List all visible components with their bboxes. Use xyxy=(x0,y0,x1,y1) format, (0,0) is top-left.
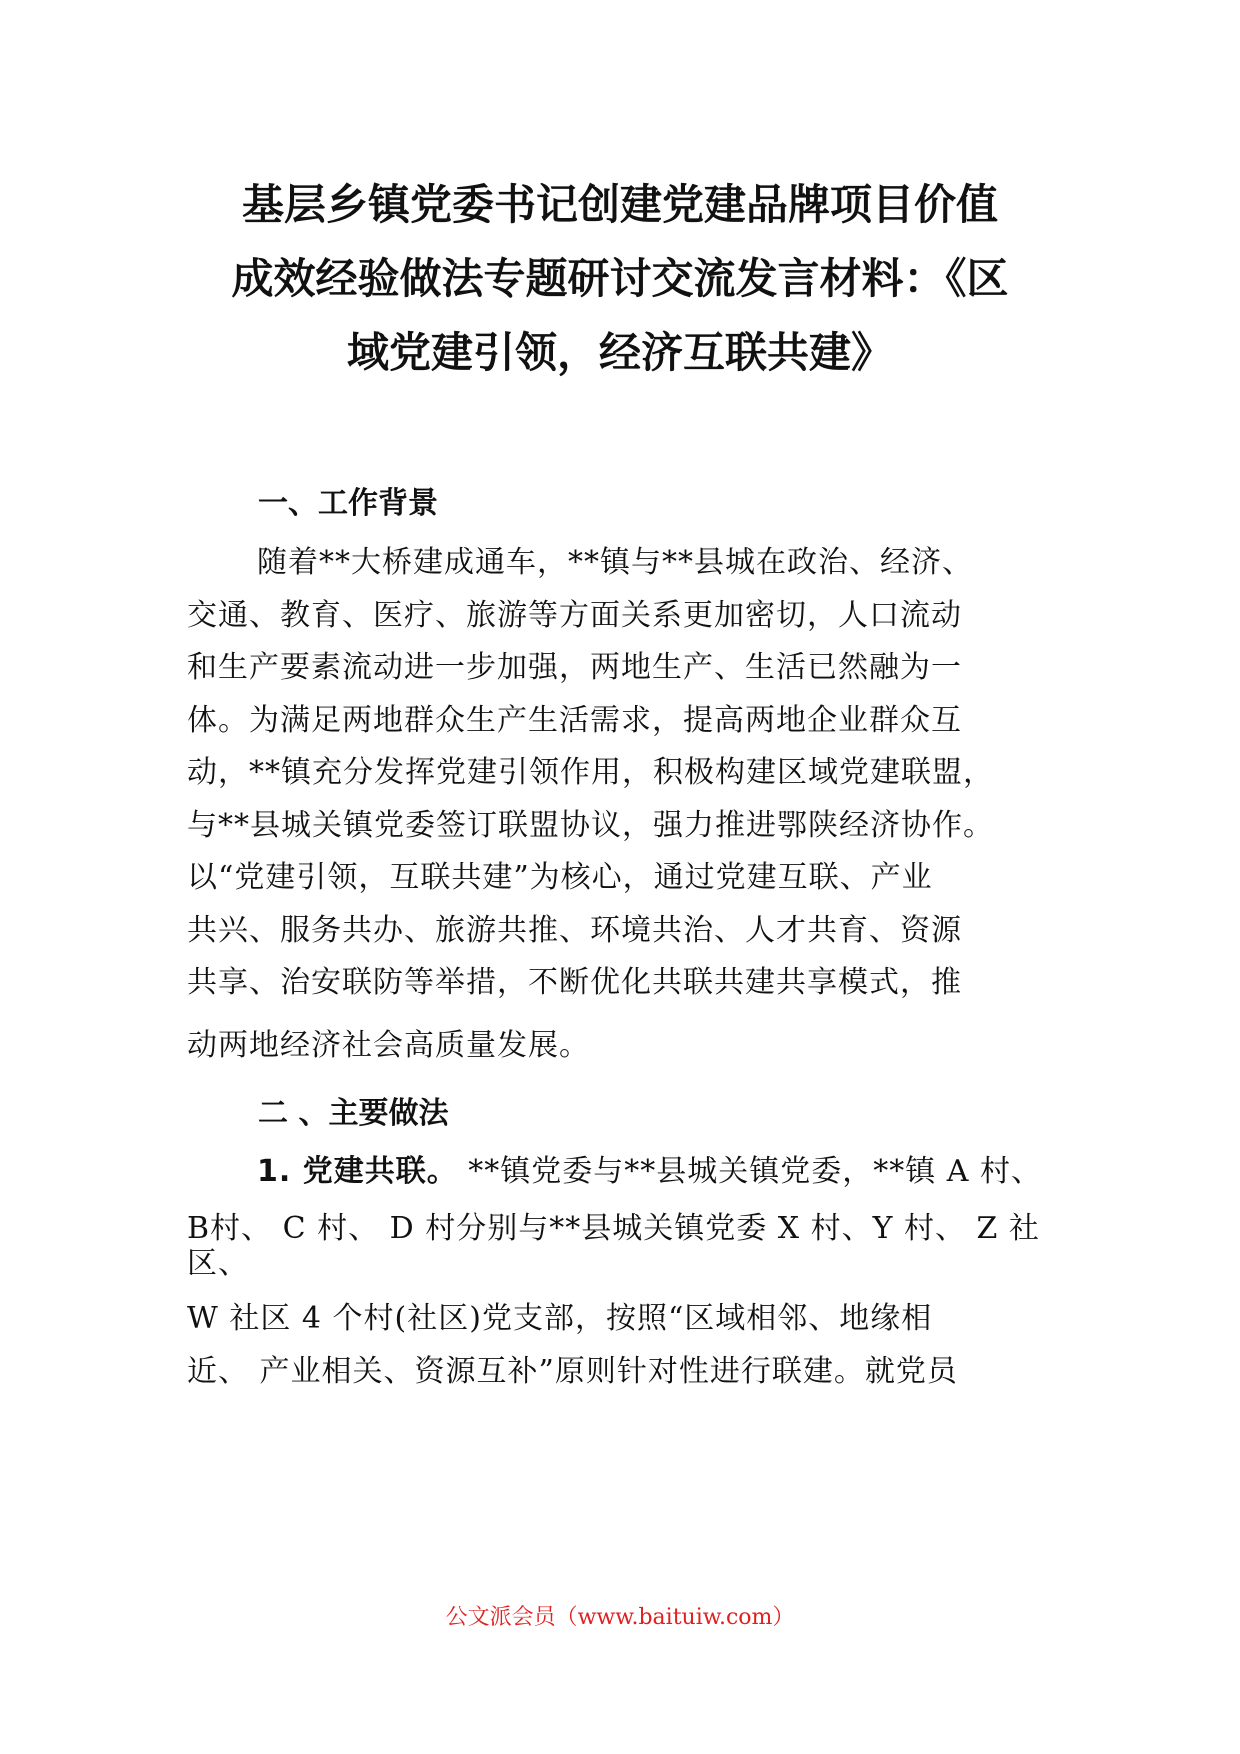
title-line: 域党建引领，经济互联共建》 xyxy=(346,328,893,377)
paragraph-line: W 社区 4 个村(社区)党支部，按照“区域相邻、地缘相 xyxy=(187,1301,933,1336)
section-body-methods xyxy=(187,1146,1067,1398)
paragraph-line: 共兴、服务共办、旅游共推、环境共治、人才共育、资源 xyxy=(187,912,962,948)
section-body-background xyxy=(187,537,1067,1072)
paragraph-line: 交通、教育、医疗、旅游等方面关系更加密切，人口流动 xyxy=(187,597,962,633)
document-title xyxy=(140,168,1100,390)
footer-watermark: 公文派会员（www.baituiw.com） xyxy=(445,1605,795,1630)
paragraph-line: 与**县城关镇党委签订联盟协议，强力推进鄂陕经济协作。 xyxy=(187,807,994,843)
title-line: 基层乡镇党委书记创建党建品牌项目价值 xyxy=(241,180,998,229)
item-label: 1. 党建共联。 xyxy=(257,1154,458,1189)
paragraph-line: 动两地经济社会高质量发展。 xyxy=(187,1027,590,1063)
paragraph-line: 以“党建引领，互联共建”为核心，通过党建互联、产业 xyxy=(187,860,933,895)
paragraph-line: 动，**镇充分发挥党建引领作用，积极构建区域党建联盟， xyxy=(187,755,994,790)
title-line: 成效经验做法专题研讨交流发言材料：《区 xyxy=(231,254,1009,303)
paragraph-line: 随着**大桥建成通车，**镇与**县城在政治、经济、 xyxy=(257,545,973,580)
paragraph-line: B村、 C 村、 D 村分别与**县城关镇党委 X 村、Y 村、 Z 社 xyxy=(187,1210,1040,1246)
paragraph-line: 区、 xyxy=(187,1246,249,1281)
paragraph-line: 近、 产业相关、资源互补”原则针对性进行联建。就党员 xyxy=(187,1353,958,1389)
paragraph-line: 共享、治安联防等举措，不断优化共联共建共享模式，推 xyxy=(187,965,962,1000)
paragraph-line: 体。为满足两地群众生产生活需求，提高两地企业群众互 xyxy=(187,702,962,738)
paragraph-line: 和生产要素流动进一步加强，两地生产、生活已然融为一 xyxy=(187,650,962,685)
item-text: **镇党委与**县城关镇党委，**镇 A 村、 xyxy=(457,1154,1042,1189)
section-heading-methods: 二 、主要做法 xyxy=(258,1096,449,1131)
section-heading-background: 一、工作背景 xyxy=(258,486,438,521)
paragraph-line xyxy=(187,1146,1067,1199)
